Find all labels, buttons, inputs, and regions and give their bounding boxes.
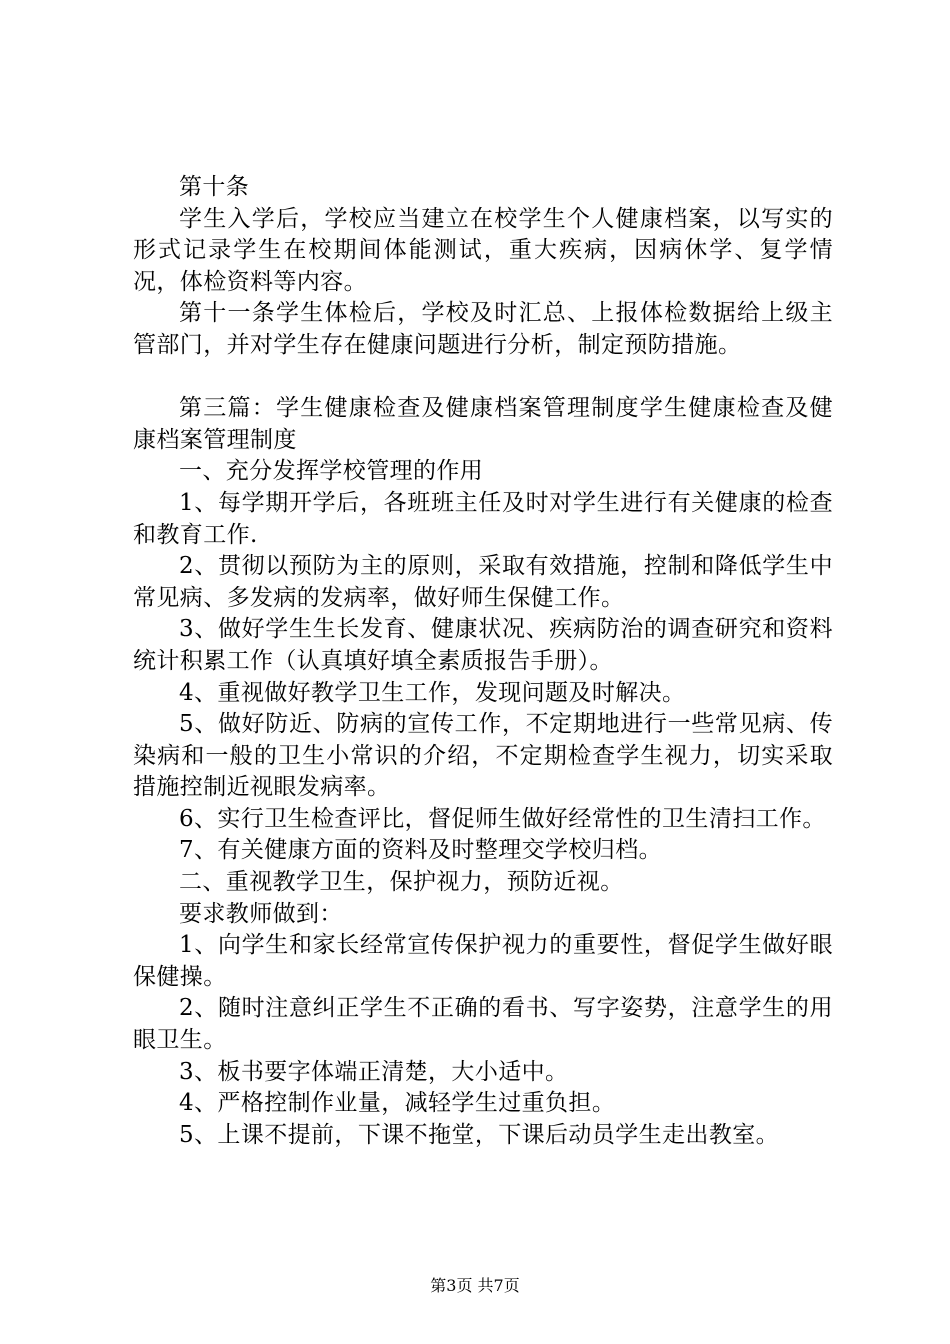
paragraph: 第十一条学生体检后，学校及时汇总、上报体检数据给上级主管部门，并对学生存在健康问题进行分析，制定预防措施。: [133, 300, 833, 358]
list-item: 1、每学期开学后，各班班主任及时对学生进行有关健康的检查和教育工作.: [133, 489, 833, 548]
list-item: 1、向学生和家长经常宣传保护视力的重要性，督促学生做好眼保健操。: [133, 932, 833, 990]
paragraph: 学生入学后，学校应当建立在校学生个人健康档案，以写实的形式记录学生在校期间体能测试，重大疾病，因病休学、复学情况，体检资料等内容。: [133, 205, 833, 295]
list-item: 7、有关健康方面的资料及时整理交学校归档。: [179, 837, 663, 864]
subheading: 二、重视教学卫生，保护视力，预防近视。: [179, 869, 624, 896]
list-item: 3、板书要字体端正清楚，大小适中。: [179, 1058, 569, 1085]
list-item: 2、贯彻以预防为主的原则，采取有效措施，控制和降低学生中常见病、多发病的发病率，做好师生保健工作。: [133, 553, 833, 611]
article-heading: 第十条: [179, 174, 250, 200]
list-item: 3、做好学生生长发育、健康状况、疾病防治的调查研究和资料统计积累工作（认真填好填全素质报告手册）。: [133, 616, 833, 674]
paragraph: 要求教师做到：: [179, 900, 343, 927]
list-item: 5、做好防近、防病的宣传工作，不定期地进行一些常见病、传染病和一般的卫生小常识的介绍，不定期检查学生视力，切实采取措施控制近视眼发病率。: [133, 711, 833, 801]
section-title: 第三篇：学生健康检查及健康档案管理制度学生健康检查及健康档案管理制度: [133, 395, 833, 453]
list-item: 4、重视做好教学卫生工作，发现问题及时解决。: [179, 679, 686, 706]
subheading: 一、充分发挥学校管理的作用: [179, 458, 484, 485]
list-item: 6、实行卫生检查评比，督促师生做好经常性的卫生清扫工作。: [179, 805, 826, 832]
page-number-footer: 第3页 共7页: [430, 1276, 520, 1295]
paragraph-spacer: [133, 362, 833, 394]
list-item: 4、严格控制作业量，减轻学生过重负担。: [179, 1090, 616, 1117]
list-item: 2、随时注意纠正学生不正确的看书、写字姿势，注意学生的用眼卫生。: [133, 995, 833, 1054]
document-body: [133, 172, 833, 1151]
list-item: 5、上课不提前，下课不拖堂，下课后动员学生走出教室。: [179, 1121, 780, 1148]
